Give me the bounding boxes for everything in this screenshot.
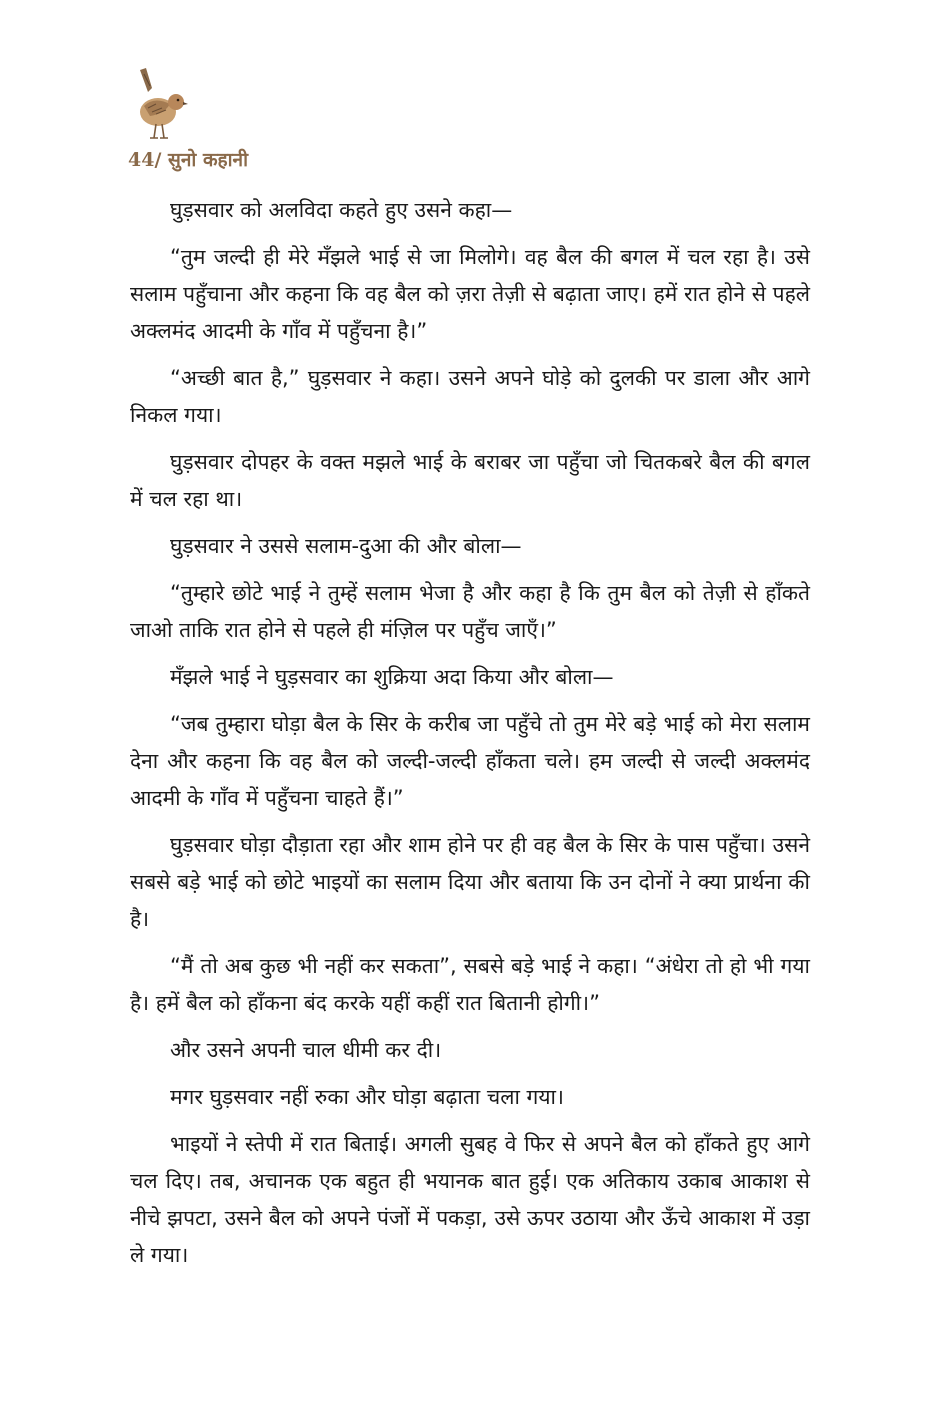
paragraph: “मैं तो अब कुछ भी नहीं कर सकता”, सबसे बड़े भाई ने कहा। “अंधेरा तो हो भी गया है। हमें बैल को हाँकना बंद करके यहीं कहीं रात बितानी होगी।” — [130, 954, 810, 1015]
sparrow-icon — [126, 66, 188, 142]
paragraph: घुड़सवार ने उससे सलाम-दुआ की और बोला— — [170, 534, 522, 558]
paragraph: घुड़सवार घोड़ा दौड़ाता रहा और शाम होने पर ही वह बैल के सिर के पास पहुँचा। उसने सबसे बड़े भाई को छोटे भाइयों का सलाम दिया और बताया कि उन दोनों ने क्या प्रार्थना की है। — [130, 833, 810, 931]
paragraph: भाइयों ने स्तेपी में रात बिताई। अगली सुबह वे फिर से अपने बैल को हाँकते हुए आगे चल दिए। तब, अचानक एक बहुत ही भयानक बात हुई। एक अतिकाय उकाब आकाश से नीचे झपटा, उसने बैल को अपने पंजों में पकड़ा, उसे ऊपर उठाया और ऊँचे आकाश में उड़ा ले गया। — [130, 1132, 810, 1267]
paragraph: “तुम्हारे छोटे भाई ने तुम्हें सलाम भेजा है और कहा है कि तुम बैल को तेज़ी से हाँकते जाओ ताकि रात होने से पहले ही मंज़िल पर पहुँच जाएँ।” — [130, 581, 810, 642]
book-title: सुनो कहानी — [168, 149, 249, 171]
page-number: 44/ — [128, 149, 162, 171]
paragraph: और उसने अपनी चाल धीमी कर दी। — [170, 1038, 442, 1062]
paragraph: “तुम जल्दी ही मेरे मँझले भाई से जा मिलोगे। वह बैल की बगल में चल रहा है। उसे सलाम पहुँचाना और कहना कि वह बैल को ज़रा तेज़ी से बढ़ाता जाए। हमें रात होने से पहले अक्लमंद आदमी के गाँव में पहुँचना है।” — [130, 245, 810, 343]
paragraph: “अच्छी बात है,” घुड़सवार ने कहा। उसने अपने घोड़े को दुलकी पर डाला और आगे निकल गया। — [130, 366, 810, 427]
paragraph: घुड़सवार को अलविदा कहते हुए उसने कहा— — [170, 198, 513, 222]
paragraph: “जब तुम्हारा घोड़ा बैल के सिर के करीब जा पहुँचे तो तुम मेरे बड़े भाई को मेरा सलाम देना और कहना कि वह बैल को जल्दी-जल्दी हाँकता चले। हम जल्दी से जल्दी अक्लमंद आदमी के गाँव में पहुँचना चाहते हैं।” — [130, 712, 810, 810]
paragraph: मँझले भाई ने घुड़सवार का शुक्रिया अदा किया और बोला— — [170, 665, 614, 689]
paragraph: घुड़सवार दोपहर के वक्त मझले भाई के बराबर जा पहुँचा जो चितकबरे बैल की बगल में चल रहा था। — [130, 450, 810, 511]
page-header — [118, 66, 338, 176]
running-head — [128, 146, 248, 172]
body-text — [130, 192, 810, 1284]
paragraph: मगर घुड़सवार नहीं रुका और घोड़ा बढ़ाता चला गया। — [170, 1085, 564, 1109]
